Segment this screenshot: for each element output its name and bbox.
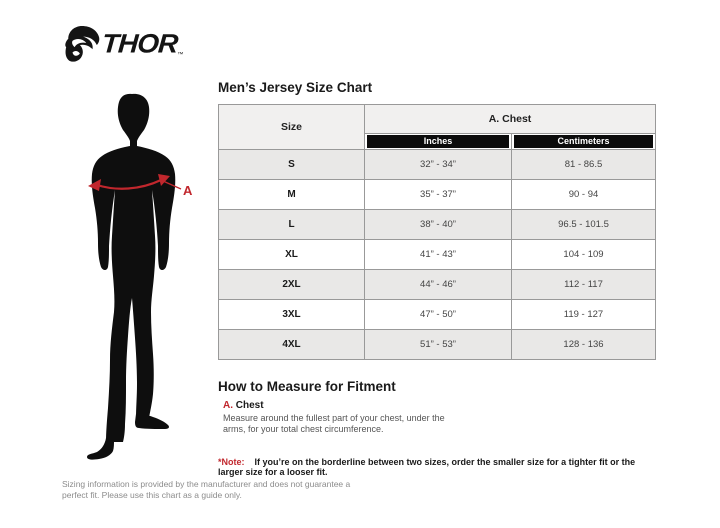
- chest-label-a: A: [183, 183, 193, 198]
- inches-cell: 35” - 37”: [365, 180, 512, 210]
- inches-cell: 47” - 50”: [365, 300, 512, 330]
- size-column-header: Size: [219, 105, 365, 150]
- brand-logo: [64, 24, 183, 64]
- cm-cell: 104 - 109: [512, 240, 656, 270]
- note-label: *Note:: [218, 457, 245, 467]
- inches-cell: 41” - 43”: [365, 240, 512, 270]
- inches-cell: 38” - 40”: [365, 210, 512, 240]
- table-row: [219, 180, 656, 210]
- cm-cell: 119 - 127: [512, 300, 656, 330]
- size-cell: M: [219, 180, 365, 210]
- size-cell: 3XL: [219, 300, 365, 330]
- brand-logo-text: THOR: [101, 28, 179, 59]
- table-row: [219, 330, 656, 360]
- inches-cell: 32” - 34”: [365, 150, 512, 180]
- measure-item-name: Chest: [233, 400, 264, 411]
- table-row: [219, 210, 656, 240]
- table-header-row: [219, 105, 656, 134]
- sizing-disclaimer: Sizing information is provided by the manufacturer and does not guarantee a perfect fit. Please use this chart as a guide only.: [62, 479, 351, 500]
- inches-cell: 51” - 53”: [365, 330, 512, 360]
- content-column: [218, 80, 655, 520]
- cm-cell: 96.5 - 101.5: [512, 210, 656, 240]
- inches-header: Inches: [367, 135, 509, 148]
- cm-cell: 81 - 86.5: [512, 150, 656, 180]
- sizing-note: [218, 457, 655, 477]
- body-silhouette: [92, 94, 176, 442]
- measure-item-letter: A.: [223, 400, 233, 411]
- size-cell: 2XL: [219, 270, 365, 300]
- measure-item-title: [223, 400, 264, 411]
- size-chart-table: [218, 104, 656, 360]
- chest-group-header: A. Chest: [365, 105, 656, 134]
- right-foot: [135, 414, 169, 429]
- thor-goat-icon: [64, 25, 100, 63]
- size-cell: 4XL: [219, 330, 365, 360]
- measure-item-description: Measure around the fullest part of your chest, under the arms, for your total chest circumference.: [223, 413, 445, 434]
- cm-cell: 112 - 117: [512, 270, 656, 300]
- table-row: [219, 150, 656, 180]
- size-cell: S: [219, 150, 365, 180]
- note-text: If you’re on the borderline between two sizes, order the smaller size for a tighter fit or the larger size for a looser fit.: [218, 457, 636, 477]
- inches-cell: 44” - 46”: [365, 270, 512, 300]
- centimeters-header: Centimeters: [514, 135, 653, 148]
- cm-cell: 90 - 94: [512, 180, 656, 210]
- left-foot: [87, 438, 114, 460]
- trademark-symbol: ™: [177, 52, 184, 58]
- size-cell: L: [219, 210, 365, 240]
- measure-section-heading: How to Measure for Fitment: [218, 379, 396, 394]
- table-row: [219, 270, 656, 300]
- table-row: [219, 240, 656, 270]
- cm-cell: 128 - 136: [512, 330, 656, 360]
- size-cell: XL: [219, 240, 365, 270]
- centimeters-header-cell: [512, 134, 656, 150]
- inches-header-cell: [365, 134, 512, 150]
- table-row: [219, 300, 656, 330]
- male-silhouette-figure: [78, 92, 208, 468]
- page-title: Men’s Jersey Size Chart: [218, 80, 373, 95]
